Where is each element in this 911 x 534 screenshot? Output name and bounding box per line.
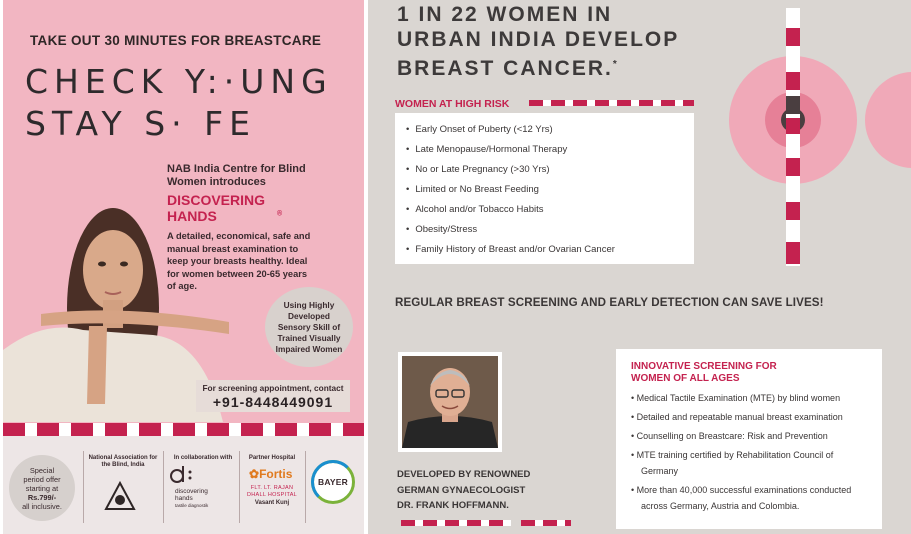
save-lives-banner: REGULAR BREAST SCREENING AND EARLY DETECTION CAN SAVE LIVES! — [395, 296, 824, 309]
dh-logo-name: discovering hands — [175, 488, 208, 502]
stat-line-3: BREAST CANCER. — [397, 57, 613, 80]
offer-line-4: all inclusive. — [22, 501, 62, 511]
collab-label: In collaboration with — [173, 455, 233, 461]
risk-title: WOMEN AT HIGH RISK — [395, 98, 510, 110]
list-item: • No or Late Pregnancy (>30 Yrs) — [406, 160, 694, 180]
offer-line-3: starting at — [25, 483, 59, 493]
dh-logo-text — [175, 488, 215, 509]
divider — [305, 451, 306, 523]
innov-title-line-1: INNOVATIVE SCREENING FOR — [631, 361, 777, 372]
innov-title — [631, 361, 882, 385]
partner-label: Partner Hospital — [248, 455, 296, 461]
discovering-hands-logo-icon — [169, 464, 197, 486]
list-item: • Detailed and repeatable manual breast examination — [631, 409, 882, 425]
doctor-portrait-icon — [402, 356, 498, 448]
innovative-screening-box — [616, 349, 882, 529]
divider — [239, 451, 240, 523]
right-advertisement — [368, 0, 911, 534]
list-item: • Medical Tactile Examination (MTE) by blind women — [631, 390, 882, 406]
program-description: A detailed, economical, safe and manual breast examination to keep your breasts healthy. Ideal for women between 20-65 years of age. — [167, 231, 311, 291]
program-name — [167, 192, 282, 224]
offer-line-1: Special — [29, 465, 55, 475]
developer-line-3: DR. FRANK HOFFMANN. — [397, 500, 509, 511]
program-mark: ® — [277, 210, 283, 218]
list-item: • MTE training certified by Rehabilitation Council of Germany — [631, 447, 846, 479]
special-offer-badge — [9, 455, 75, 521]
offer-line-2: period offer — [23, 474, 61, 484]
bayer-text: BAYER — [318, 477, 348, 487]
fortis-name: Fortis — [259, 467, 293, 481]
contact-box — [196, 380, 350, 412]
headline-stay-safe: STAY S· FE — [25, 104, 256, 143]
decorative-stripe — [3, 423, 364, 436]
decorative-stripe — [401, 520, 511, 526]
list-item: • More than 40,000 successful examinations conducted across Germany, Austria and Colombia. — [631, 482, 871, 514]
list-item: • Early Onset of Puberty (<12 Yrs) — [406, 120, 694, 140]
stat-line-1: 1 IN 22 WOMEN IN — [397, 3, 613, 26]
divider — [163, 451, 164, 523]
risk-list — [395, 113, 694, 264]
fortis-location: Vasant Kunj — [254, 500, 290, 506]
nab-label: National Association for the Blind, India — [88, 455, 158, 468]
left-advertisement — [3, 0, 364, 534]
tagline: TAKE OUT 30 MINUTES FOR BREASTCARE — [30, 33, 322, 48]
vertical-stripe — [786, 8, 800, 266]
stat-footnote-mark: * — [612, 59, 619, 70]
innov-title-line-2: WOMEN OF ALL AGES — [631, 373, 740, 384]
dh-logo-tagline: tastile diagnostik — [175, 503, 209, 508]
decorative-stripe — [529, 100, 694, 106]
divider — [83, 451, 84, 523]
list-item: • Obesity/Stress — [406, 220, 694, 240]
bubble-text: Using Highly Developed Sensory Skill of Trained Visually Impaired Women — [275, 299, 343, 354]
list-item: • Alcohol and/or Tobacco Habits — [406, 200, 694, 220]
list-item: • Limited or No Breast Feeding — [406, 180, 694, 200]
program-name-text: DISCOVERING HANDS — [167, 192, 266, 224]
bayer-logo-icon — [311, 460, 355, 504]
contact-label: For screening appointment, contact — [202, 383, 344, 393]
nab-logo-icon — [104, 481, 136, 513]
contact-phone[interactable]: +91-8448449091 — [212, 394, 334, 410]
list-item: • Counselling on Breastcare: Risk and Prevention — [631, 428, 882, 444]
stat-line-2: URBAN INDIA DEVELOP — [397, 28, 680, 51]
decorative-stripe — [521, 520, 571, 526]
sensory-skill-bubble — [265, 287, 353, 367]
developer-line-2: GERMAN GYNAECOLOGIST — [397, 484, 526, 496]
statistic-headline — [397, 2, 679, 81]
developer-credit — [397, 467, 530, 514]
list-item: • Late Menopause/Hormonal Therapy — [406, 140, 694, 160]
intro-text: NAB India Centre for Blind Women introduces — [167, 163, 306, 188]
list-item: • Family History of Breast and/or Ovarian Cancer — [406, 240, 694, 260]
sponsor-footer — [3, 436, 364, 534]
fortis-logo: ✿Fortis — [249, 467, 293, 481]
offer-price: Rs.799/- — [27, 492, 57, 502]
headline-check-young: CHECK Y:·UNG — [25, 62, 333, 101]
developer-line-1: DEVELOPED BY RENOWNED — [397, 469, 531, 480]
fortis-hospital-name: FLT. LT. RAJAN DHALL HOSPITAL — [246, 485, 298, 498]
innov-list — [631, 390, 882, 514]
doctor-photo — [398, 352, 502, 452]
